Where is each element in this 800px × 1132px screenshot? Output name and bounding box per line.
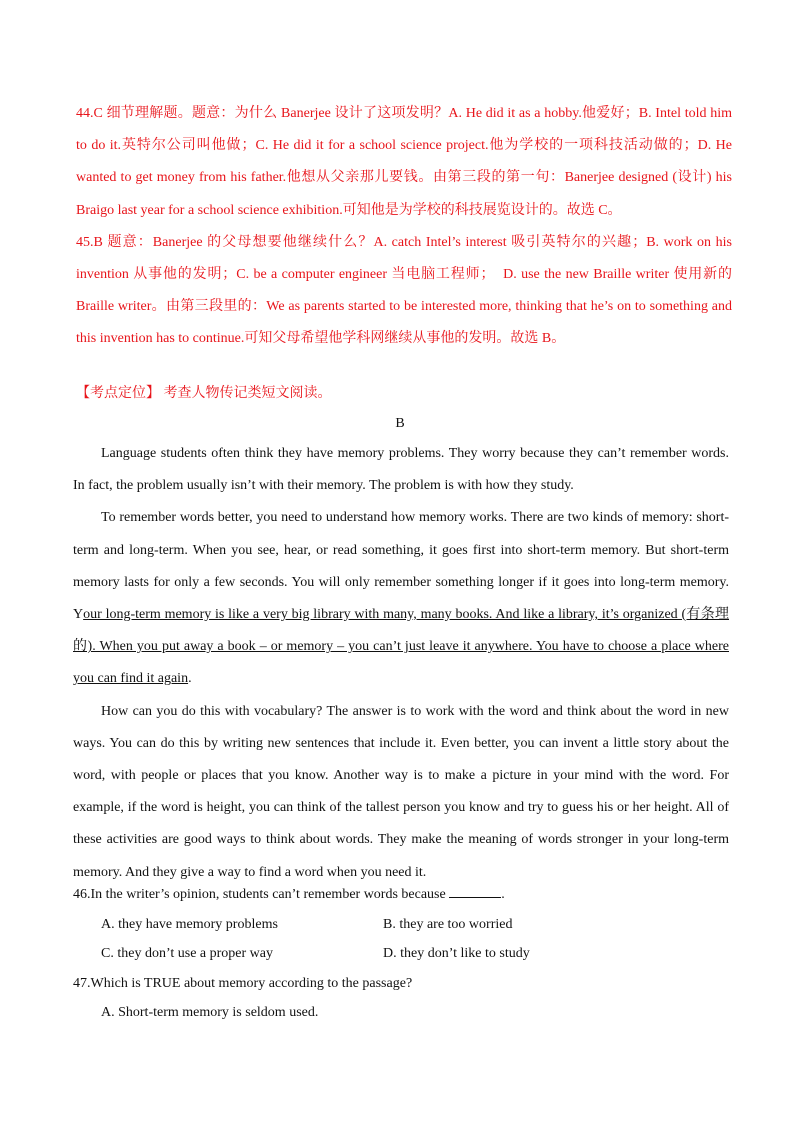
question-46-options-row-1 [73, 910, 729, 940]
paragraph-text: To remember words better, you need to understand how memory works. There are two kinds of memory: short-term and long-term. When you see, hear, or read something, it goes first into short-term memory. But short-term memory lasts for only a few seconds. You will only remember something longer if it goes into long-term memory. Y [73, 510, 729, 623]
answer-45-line: 45.B 题意：Banerjee 的父母想要他继续什么？A. catch Intel’s interest 吸引英特尔的兴趣；B. work on his [76, 234, 732, 250]
passage-paragraph-1: Language students often think they have memory problems. They worry because they can’t remember words. In fact, the problem usually isn’t with their memory. The problem is with how they study. [73, 446, 729, 494]
option-b: B. they are too worried [383, 916, 513, 932]
question-46 [73, 880, 729, 910]
answer-44-line: to do it.英特尔公司叫他做；C. He did it for a school science project.他为学校的一项科技活动做的；D. He [76, 138, 732, 154]
answer-45-line: invention 从事他的发明；C. be a computer engineer 当电脑工程师； D. use the new Braille writer 使用新的 [76, 267, 732, 283]
question-text: . [501, 887, 505, 902]
reading-passage [73, 438, 729, 889]
question-47: 47.Which is TRUE about memory according to the passage? [73, 975, 413, 991]
passage-paragraph-2 [73, 502, 729, 695]
question-text: 46.In the writer’s opinion, students can’t remember words because [73, 887, 446, 902]
paragraph-text: . [188, 671, 192, 687]
question-46-options-row-2 [73, 939, 729, 969]
option-a: A. they have memory problems [101, 916, 278, 932]
answer-44 [76, 98, 732, 227]
option-d: D. they don’t like to study [383, 946, 530, 961]
answer-45-line: Braille writer。由第三段里的：We as parents started to be interested more, thinking that he’s on to something and [76, 299, 732, 315]
option-c: C. they don’t use a proper way [101, 946, 273, 961]
answer-45-line: this invention has to continue.可知父母希望他学科网继续从事他的发明。故选 B。 [76, 331, 566, 347]
answer-44-line: 44.C 细节理解题。题意：为什么 Banerjee 设计了这项发明？A. He did it as a hobby.他爱好；B. Intel told him [76, 106, 732, 121]
answer-45 [76, 227, 732, 356]
answer-44-line: wanted to get money from his father.他想从父亲那儿要钱。由第三段的第一句：Banerjee designed (设计) his [76, 170, 732, 186]
underlined-sentence: our long-term memory is like a very big library with many, many books. And like a library, it’s organized (有条理的). When you put away a book – or memory – you can’t just leave it anywhere. You have to choose a place where you can find it again [73, 607, 729, 687]
answer-44-line: Braigo last year for a school science exhibition.可知他是为学校的科技展览设计的。故选 C。 [76, 202, 622, 218]
question-list [73, 880, 729, 1028]
answer-blank [449, 883, 501, 898]
option-a: A. Short-term memory is seldom used. [101, 1005, 319, 1020]
section-heading: B [395, 416, 405, 431]
test-point-label: 【考点定位】 考查人物传记类短文阅读。 [76, 386, 332, 401]
answer-explanations [76, 98, 732, 356]
passage-paragraph-3: How can you do this with vocabulary? The answer is to work with the word and think about the word in new ways. You can do this by writing new sentences that include it. Even better, you can invent a little story about the word, with people or places that you know. Another way is to make a picture in your mind with the word. For example, if the word is height, you can think of the tallest person you know and try to guess his or her height. All of these activities are good ways to think about words. They make the meaning of words stronger in your long-term memory. And they give a way to find a word when you need it. [73, 703, 729, 880]
